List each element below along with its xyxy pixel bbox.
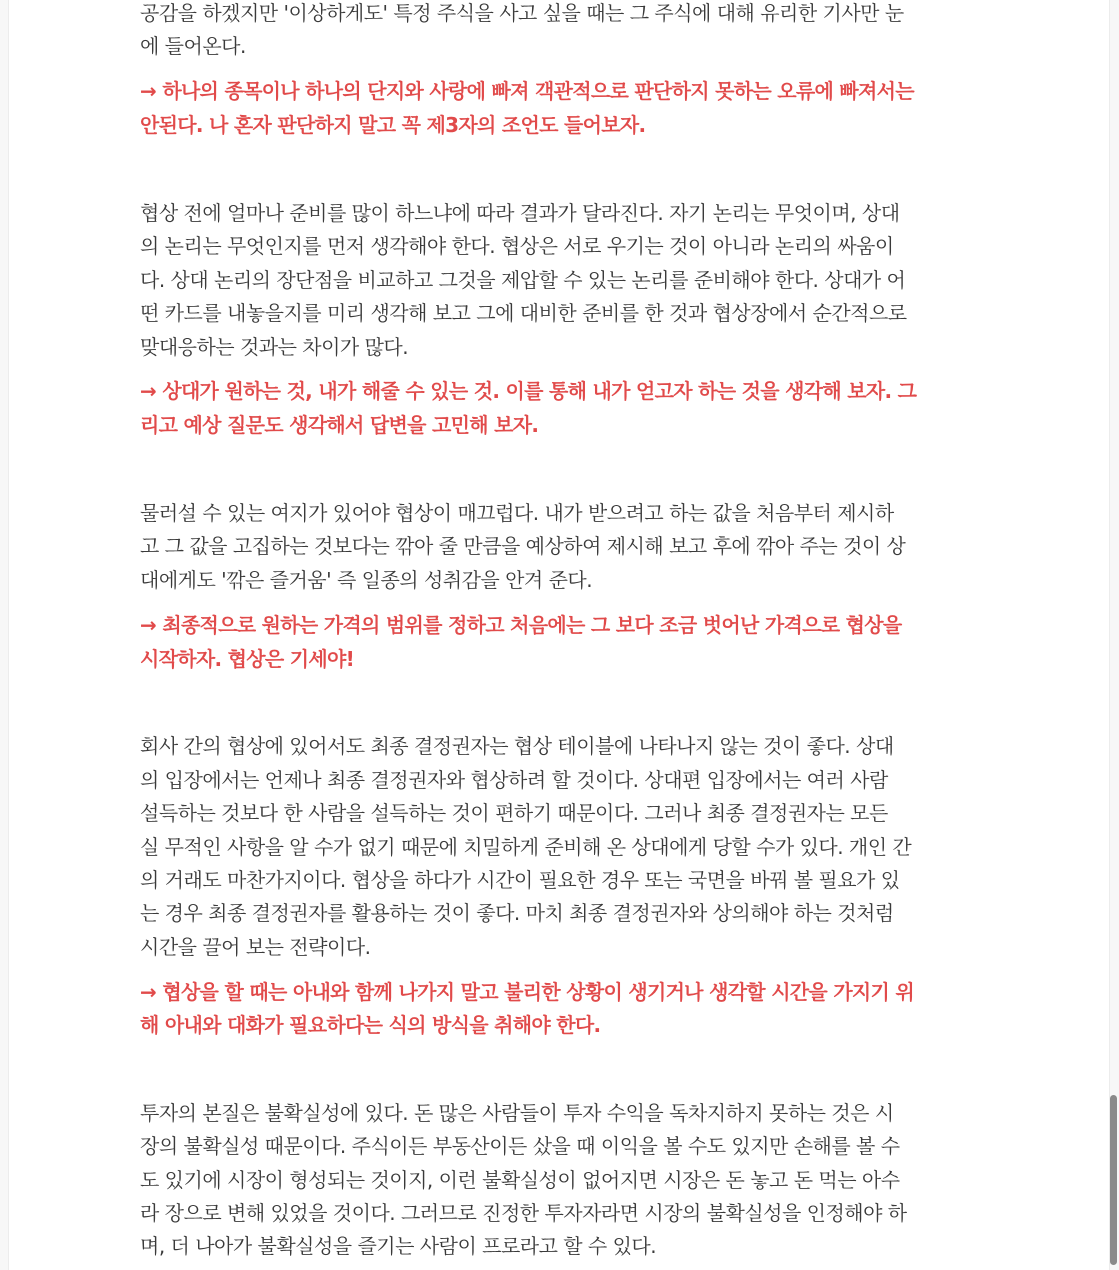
paragraph-line: 협상 전에 얼마나 준비를 많이 하느냐에 따라 결과가 달라진다. 자기 논리는 무엇이며, 상대 xyxy=(140,201,900,225)
note-line: → 최종적으로 원하는 가격의 범위를 정하고 처음에는 그 보다 조금 벗어난 가격으로 협상을 xyxy=(140,613,902,637)
paragraph-line: 다. 상대 논리의 장단점을 비교하고 그것을 제압할 수 있는 논리를 준비해야 한다. 상대가 어 xyxy=(140,268,906,292)
paragraph-line: 는 경우 최종 결정권자를 활용하는 것이 좋다. 마치 최종 결정권자와 상의해야 하는 것처럼 xyxy=(140,901,894,925)
scrollbar-thumb[interactable] xyxy=(1110,1095,1117,1265)
paragraph-line: 라 장으로 변해 있었을 것이다. 그러므로 진정한 투자자라면 시장의 불확실성을 인정해야 하 xyxy=(140,1201,907,1225)
paragraph-line: 장의 불확실성 때문이다. 주식이든 부동산이든 샀을 때 이익을 볼 수도 있지만 손해를 볼 수 xyxy=(140,1134,900,1158)
paragraph-line: 떤 카드를 내놓을지를 미리 생각해 보고 그에 대비한 준비를 한 것과 협상장에서 순간적으로 xyxy=(140,301,907,325)
paragraph-line: 의 거래도 마찬가지이다. 협상을 하다가 시간이 필요한 경우 또는 국면을 바꿔 볼 필요가 있 xyxy=(140,868,900,892)
note-line: 시작하자. 협상은 기세야! xyxy=(140,647,355,671)
paragraph-line: 의 입장에서는 언제나 최종 결정권자와 협상하려 할 것이다. 상대편 입장에서는 여러 사람 xyxy=(140,768,888,792)
note-line: → 상대가 원하는 것, 내가 해줄 수 있는 것. 이를 통해 내가 얻고자 하는 것을 생각해 보자. 그 xyxy=(140,379,917,403)
paragraph-line: 실 무적인 사항을 알 수가 없기 때문에 치밀하게 준비해 온 상대에게 당할 수가 있다. 개인 간 xyxy=(140,835,912,859)
scrollbar-track[interactable] xyxy=(1109,0,1119,1270)
note-line: 리고 예상 질문도 생각해서 답변을 고민해 보자. xyxy=(140,413,539,437)
paragraph-line: 물러설 수 있는 여지가 있어야 협상이 매끄럽다. 내가 받으려고 하는 값을 처음부터 제시하 xyxy=(140,501,894,525)
note-line: → 하나의 종목이나 하나의 단지와 사랑에 빠져 객관적으로 판단하지 못하는 오류에 빠져서는 xyxy=(140,79,914,103)
paragraph-line: 시간을 끌어 보는 전략이다. xyxy=(140,935,371,959)
paragraph-line: 고 그 값을 고집하는 것보다는 깎아 줄 만큼을 예상하여 제시해 보고 후에 깎아 주는 것이 상 xyxy=(140,534,906,558)
paragraph-line: 대에게도 '깎은 즐거움' 즉 일종의 성취감을 안겨 준다. xyxy=(140,568,593,592)
paragraph-line: 에 들어온다. xyxy=(140,34,246,58)
paragraph-line: 회사 간의 협상에 있어서도 최종 결정권자는 협상 테이블에 나타나지 않는 것이 좋다. 상대 xyxy=(140,734,894,758)
note-line: 안된다. 나 혼자 판단하지 말고 꼭 제3자의 조언도 들어보자. xyxy=(140,113,646,137)
paragraph-line: 며, 더 나아가 불확실성을 즐기는 사람이 프로라고 할 수 있다. xyxy=(140,1234,657,1258)
paragraph-line: 도 있기에 시장이 형성되는 것이지, 이런 불확실성이 없어지면 시장은 돈 놓고 돈 먹는 아수 xyxy=(140,1168,900,1192)
left-edge-shadow xyxy=(0,0,9,1270)
paragraph-line: 의 논리는 무엇인지를 먼저 생각해야 한다. 협상은 서로 우기는 것이 아니라 논리의 싸움이 xyxy=(140,234,894,258)
paragraph-line: 맞대응하는 것과는 차이가 많다. xyxy=(140,335,409,359)
paragraph-line: 공감을 하겠지만 '이상하게도' 특정 주식을 사고 싶을 때는 그 주식에 대해 유리한 기사만 눈 xyxy=(140,1,904,25)
paragraph-line: 투자의 본질은 불확실성에 있다. 돈 많은 사람들이 투자 수익을 독차지하지 못하는 것은 시 xyxy=(140,1101,894,1125)
note-line: 해 아내와 대화가 필요하다는 식의 방식을 취해야 한다. xyxy=(140,1013,601,1037)
note-line: → 협상을 할 때는 아내와 함께 나가지 말고 불리한 상황이 생기거나 생각할 시간을 가지기 위 xyxy=(140,980,915,1004)
paragraph-line: 설득하는 것보다 한 사람을 설득하는 것이 편하기 때문이다. 그러나 최종 결정권자는 모든 xyxy=(140,801,888,825)
